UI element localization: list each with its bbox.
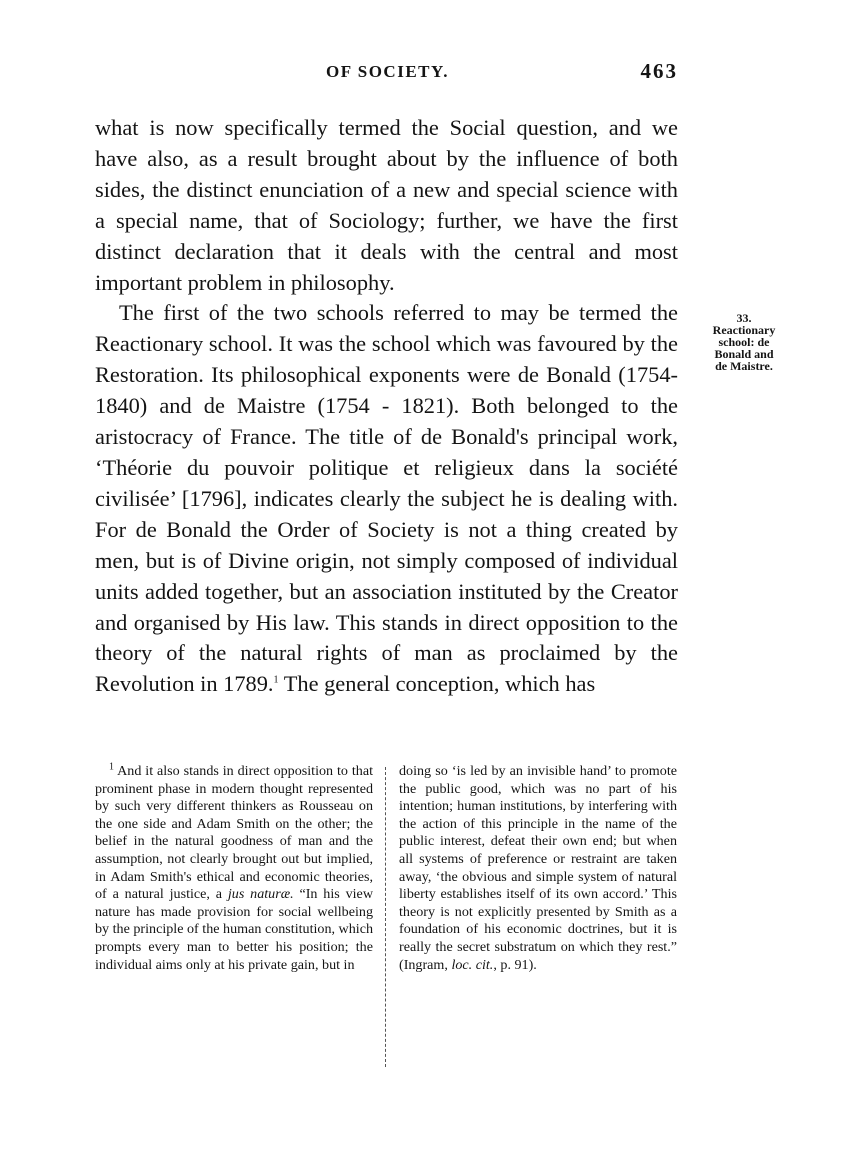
footnote-column-left [95, 763, 373, 974]
footnote-text-part: And it also stands in direct opposition to that prominent phase in modern thought represented by such very different thinkers as Rousseau on the one side and Adam Smith on the other; the belief in the natural goodness of man and the assumption, not clearly brought out but implied, in Adam Smith's ethical and economic theories, of a natural justice, a [95, 763, 373, 903]
margin-note-text: Reactionary school: de Bonald and de Maistre. [712, 323, 776, 373]
margin-note-number: 33. [736, 311, 752, 325]
paragraph: what is now specifically termed the Social question, and we have also, as a result brought about by the influence of both sides, the distinct enunciation of a new and special science with a special name, that of Sociology; further, we have the first distinct declaration that it deals with the central and most important problem in philosophy. [95, 115, 678, 295]
column-divider [385, 767, 386, 1067]
footnote-text-part: doing so ‘is led by an invisible hand’ to promote the public good, which was no part of his intention; human institutions, by interfering with the action of this principle in the name of the public interest, defeat their own end; but when all systems of preference or restraint are taken away, ‘the obvious and simple system of natural liberty establishes itself of its own accord.’ This theory is not explicitly presented by Smith as a foundation of his economic doctrines, but it is really the secret substratum on which they rest.” (Ingram, [399, 763, 677, 973]
footnote-text [95, 763, 373, 974]
footnote-reference: 1 [273, 674, 279, 686]
footnote-column-right [399, 763, 677, 974]
footnote-text-part: “In his view nature has made provision for social wellbeing by the principle of the human constitution, which prompts every man to better his position; the individual aims only at his private gain, but in [95, 886, 373, 973]
paragraph [95, 298, 678, 700]
running-title: OF SOCIETY. [326, 62, 449, 81]
footnote-italic: loc. cit. [451, 956, 494, 973]
running-head [95, 59, 680, 92]
footnote-text-part: , p. 91). [493, 956, 537, 973]
footnote-italic: jus naturæ. [227, 886, 294, 903]
main-text [95, 113, 678, 700]
paragraph-text: The general conception, which has [278, 671, 596, 697]
footnote-marker: 1 [109, 761, 114, 773]
margin-note [708, 312, 780, 372]
page-number: 463 [640, 59, 678, 83]
paragraph-text: The first of the two schools referred to may be termed the Reactionary school. It was the school which was favoured by the Restoration. Its philosophical exponents were de Bonald (1754-1840) and de Maistre (1754 - 1821). Both belonged to the aristocracy of France. The title of de Bonald's principal work, ‘Théorie du pouvoir politique et religieux dans la société civilisée’ [1796], indicates clearly the subject he is dealing with. For de Bonald the Order of Society is not a thing created by men, but is of Divine origin, not simply composed of individual units added together, but an association instituted by the Creator and organised by His law. This stands in direct opposition to the theory of the natural rights of man as proclaimed by the Revolution in 1789. [95, 300, 678, 697]
footnote [95, 763, 678, 1073]
footnote-text [399, 763, 677, 974]
